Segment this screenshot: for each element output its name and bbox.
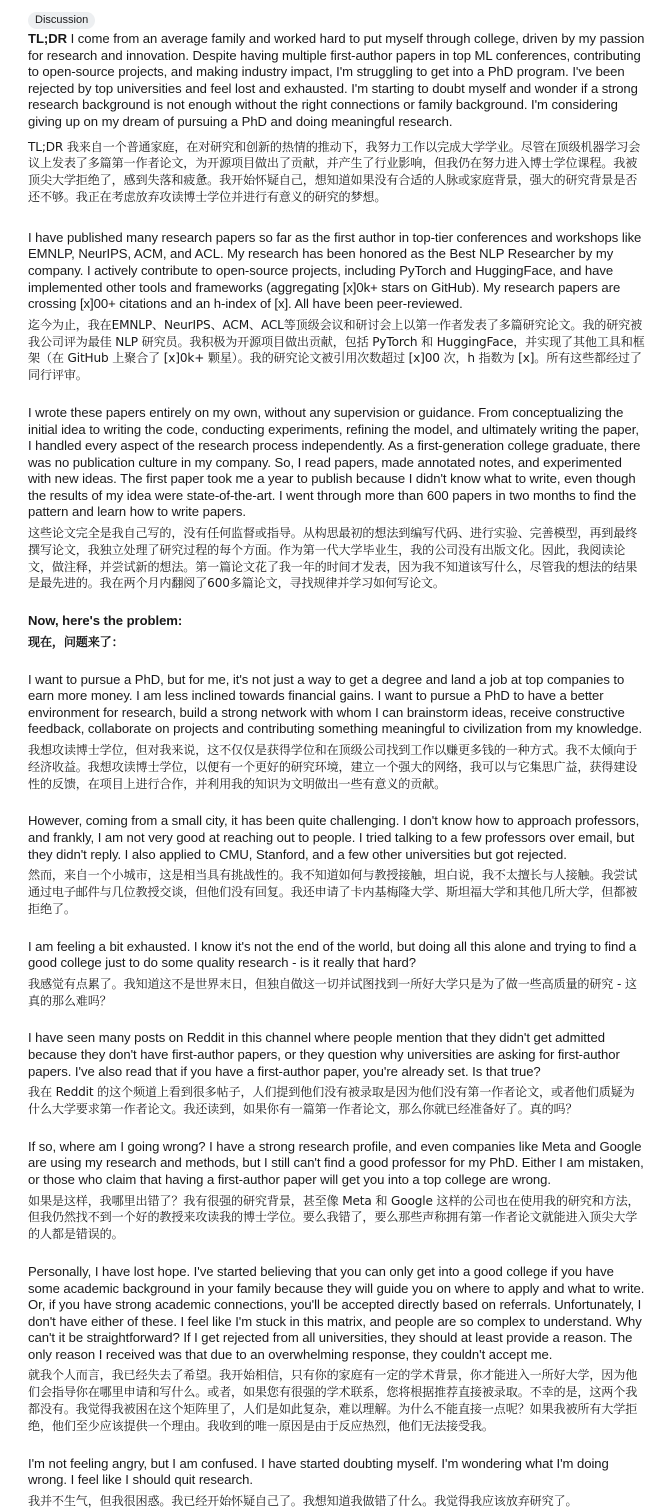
paragraph-3-zh: 我想攻读博士学位，但对我来说，这不仅仅是获得学位和在顶级公司找到工作以赚更多钱的一种方式。我不太倾向于经济收益。我想攻读博士学位，以便有一个更好的研究环境，建立一个强大的网络，我可以与它集思广益，获得建设性的反馈，在项目上进行合作，并利用我的知识为文明做出一些有意义的贡献。 — [28, 743, 638, 791]
paragraph-7-zh: 如果是这样，我哪里出错了？我有很强的研究背景，甚至像 Meta 和 Google 这样的公司也在使用我的研究和方法，但我仍然找不到一个好的教授来攻读我的博士学位。要么我错了，要么那些声称拥有第一作者论文就能进入顶尖大学的人都是错误的。 — [28, 1193, 640, 1242]
tldr-label: TL;DR — [28, 31, 68, 46]
paragraph-5-zh: 我感觉有点累了。我知道这不是世界末日，但独自做这一切并试图找到一所好大学只是为了做一些高质量的研究 - 这真的那么难吗？ — [28, 976, 637, 1008]
paragraph-4-zh: 然而，来自一个小城市，这是相当具有挑战性的。我不知道如何与教授接触，坦白说，我不太擅长与人接触。我尝试通过电子邮件与几位教授交谈，但他们没有回复。我还申请了卡内基梅隆大学、斯坦福大学和其他几所大学，但都被拒绝了。 — [28, 868, 638, 916]
tldr-text: I come from an average family and worked hard to put myself through college, driven by my passion for research and innovation. Despite having multiple first-author papers in top ML conferences, contributing to open-source projects, and making industry impact, I'm struggling to get into a PhD program. I've been rejected by top universities and feel lost and exhausted. I'm starting to doubt myself and wonder if a strong research background is not enough without the right connections or family background. I'm considering giving up on my dream of pursuing a PhD and doing meaningful research. — [28, 31, 645, 129]
problem-heading-zh: 现在，问题来了： — [28, 634, 124, 649]
paragraph-7-en: If so, where am I going wrong? I have a strong research profile, and even companies like Meta and Google are using my research and methods, but I still can't find a good professor for my PhD. Either I am mistaken, or those who claim that having a first-author paper will get you into a top college are wrong. — [28, 1138, 644, 1187]
paragraph-8-zh: 就我个人而言，我已经失去了希望。我开始相信，只有你的家庭有一定的学术背景，你才能进入一所好大学，因为他们会指导你在哪里申请和写什么。或者，如果您有很强的学术联系，您将根据推荐直接被录取。不幸的是，这两个我都没有。我觉得我被困在这个矩阵里了，人们是如此复杂，难以理解。为什么不能直接一点呢？如果我被所有大学拒绝，他们至少应该提供一个理由。我收到的唯一原因是由于反应热烈，他们无法接受我。 — [28, 1368, 638, 1433]
paragraph-6-en: I have seen many posts on Reddit in this channel where people mention that they didn't get admitted because they don't have first-author papers, or they question why universities are asking for first-author papers. I've also read that if you have a first-author paper, you're already set. Is that true? — [28, 1030, 620, 1079]
tldr-paragraph-zh: TL;DR 我来自一个普通家庭，在对研究和创新的热情的推动下，我努力工作以完成大学学业。尽管在顶级机器学习会议上发表了多篇第一作者论文，为开源项目做出了贡献，并产生了行业影响，但我仍在努力进入博士学位课程。我被顶尖大学拒绝了，感到失落和疲惫。我开始怀疑自己，想知道如果没有合适的人脉或家庭背景，强大的研究背景是否还不够。我正在考虑放弃攻读博士学位并进行有意义的研究的梦想。 — [28, 139, 641, 204]
paragraph-5-en: I am feeling a bit exhausted. I know it's not the end of the world, but doing all this alone and trying to find a good college just to do some quality research - is it really that hard? — [28, 938, 637, 971]
tldr-paragraph-en — [28, 31, 646, 131]
paragraph-1-en: I have published many research papers so far as the first author in top-tier conferences and workshops like EMNLP, NeurIPS, ACM, and ACL. My research has been honored as the Best NLP Researcher by my company. I actively contribute to open-source projects, including PyTorch and HuggingFace, and have implemented other tools and frameworks (aggregating [x]0k+ stars on GitHub). My research papers are crossing [x]00+ citations and an h-index of [x]. All have been peer-reviewed. — [28, 229, 642, 312]
paragraph-6-zh: 我在 Reddit 的这个频道上看到很多帖子，人们提到他们没有被录取是因为他们没有第一作者论文，或者他们质疑为什么大学要求第一作者论文。我还读到，如果你有一篇第一作者论文，那么你就已经准备好了。真的吗？ — [28, 1085, 635, 1116]
paragraph-2-zh: 这些论文完全是我自己写的，没有任何监督或指导。从构思最初的想法到编写代码、进行实验、完善模型，再到最终撰写论文，我独立处理了研究过程的每个方面。作为第一代大学毕业生，我的公司没有出版文化。因此，我阅读论文，做注释，并尝试新的想法。第一篇论文花了我一年的时间才发表，因为我不知道该写什么，尽管我的想法的结果是最先进的。我在两个月内翻阅了600多篇论文，寻找规律并学习如何写论文。 — [28, 526, 638, 591]
paragraph-8-en: Personally, I have lost hope. I've started believing that you can only get into a good college if you have some academic background in your family because they will guide you on where to apply and what to write. Or, if you have strong academic connections, you'll be accepted directly based on referrals. Unfortunately, I don't have either of these. I feel like I'm stuck in this matrix, and people are so complex to understand. Why can't it be straightforward? If I get rejected from all universities, they should at least provide a reason. The only reason I received was that due to an overwhelming response, they couldn't accept me. — [28, 1263, 645, 1362]
paragraph-3-en: I want to pursue a PhD, but for me, it's not just a way to get a degree and land a job at top companies to earn more money. I am less inclined towards financial gains. I want to pursue a PhD to have a better environment for research, build a strong network with whom I can brainstorm ideas, receive constructive feedback, collaborate on projects and contributing something meaningful to civilization from my knowledge. — [28, 671, 643, 737]
paragraph-9-zh: 我并不生气，但我很困惑。我已经开始怀疑自己了。我想知道我做错了什么。我觉得我应该放弃研究了。 — [28, 1493, 578, 1508]
paragraph-9-en: I'm not feeling angry, but I am confused. I have started doubting myself. I'm wondering what I'm doing wrong. I feel like I should quit research. — [28, 1455, 609, 1488]
problem-heading-en: Now, here's the problem: — [28, 613, 183, 629]
paragraph-1-zh: 迄今为止，我在EMNLP、NeurIPS、ACM、ACL等顶级会议和研讨会上以第一作者发表了多篇研究论文。我的研究被我公司评为最佳 NLP 研究员。我积极为开源项目做出贡献，包括 PyTorch 和 HuggingFace，并实现了其他工具和框架（在 GitHub 上聚合了 [x]0k+ 颗星）。我的研究论文被引用次数超过 [x]00 次，h 指数为 [x]。所有这些都经过了同行评审。 — [28, 317, 645, 383]
post-flair[interactable]: Discussion — [28, 12, 95, 29]
paragraph-2-en: I wrote these papers entirely on my own, without any supervision or guidance. From conceptualizing the initial idea to writing the code, conducting experiments, refining the model, and ultimately writing the paper, I handled every aspect of the research process independently. As a first-generation college graduate, there was no publication culture in my company. So, I read papers, made annotated notes, and experimented with new ideas. The first paper took me a year to publish because I didn't know what to write, even though the results of my idea were state-of-the-art. I went through more than 600 papers in two months to find the pattern and learn how to write papers. — [28, 404, 641, 520]
paragraph-4-en: However, coming from a small city, it has been quite challenging. I don't know how to approach professors, and frankly, I am not very good at reaching out to people. I tried talking to a few professors over email, but they didn't reply. I also applied to CMU, Stanford, and a few other universities but got rejected. — [28, 813, 640, 862]
